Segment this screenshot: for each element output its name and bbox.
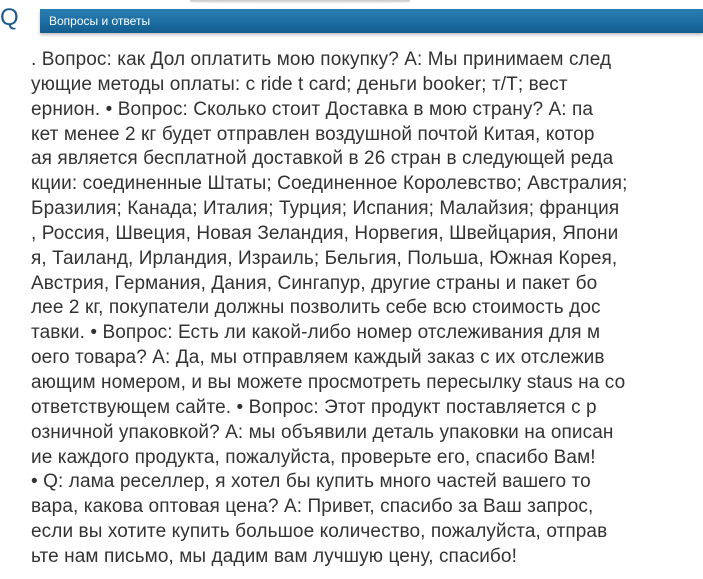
q-icon: Q — [0, 4, 19, 31]
faq-text-line: ие каждого продукта, пожалуйста, проверьте его, спасибо Вам! — [31, 446, 596, 468]
faq-text-line: ающим номером, и вы можете просмотреть пересылку staus на со — [31, 371, 626, 393]
section-title: Вопросы и ответы — [49, 14, 151, 28]
faq-text-line: , Россия, Швеция, Новая Зеландия, Норвегия, Швейцария, Япони — [31, 222, 619, 244]
faq-text-line: • Q: лама реселлер, я хотел бы купить много частей вашего то — [31, 471, 591, 493]
section-header-bar — [40, 9, 703, 33]
top-decorative-shadow — [190, 0, 410, 4]
faq-text-line: если вы хотите купить большое количество, пожалуйста, отправ — [31, 521, 608, 543]
faq-text-line: ответствующем сайте. • Вопрос: Этот продукт поставляется с р — [31, 396, 597, 418]
faq-text-line: оего товара? A: Да, мы отправляем каждый заказ с их отслежив — [31, 347, 605, 369]
faq-text-block — [31, 48, 703, 574]
faq-text-line: кет менее 2 кг будет отправлен воздушной почтой Китая, котор — [31, 123, 595, 145]
faq-text-line: ая является бесплатной доставкой в 26 стран в следующей реда — [31, 148, 614, 170]
faq-text-line: Австрия, Германия, Дания, Сингапур, другие страны и пакет бо — [31, 272, 598, 294]
faq-text-line: тавки. • Вопрос: Есть ли какой-либо номер отслеживания для м — [31, 322, 601, 344]
faq-text-line: Бразилия; Канада; Италия; Турция; Испания; Малайзия; франция — [31, 198, 620, 220]
faq-text-line: . Вопрос: как Дол оплатить мою покупку? A: Мы принимаем след — [31, 49, 612, 70]
faq-text-line: лее 2 кг, покупатели должны позволить себе всю стоимость дос — [31, 297, 601, 319]
faq-text-line: вара, какова оптовая цена? A: Привет, спасибо за Ваш запрос, — [31, 496, 594, 518]
faq-text-line: ьте нам письмо, мы дадим вам лучшую цену, спасибо! — [31, 545, 517, 567]
faq-text-line: ернион. • Вопрос: Сколько стоит Доставка в мою страну? A: па — [31, 98, 594, 120]
faq-text-line: я, Таиланд, Ирландия, Израиль; Бельгия, Польша, Южная Корея, — [31, 247, 618, 269]
faq-text-line: ующие методы оплаты: с ride t card; деньги booker; т/Т; вест — [31, 73, 568, 95]
faq-text-line: озничной упаковкой? A: мы объявили деталь упаковки на описан — [31, 421, 614, 443]
faq-text-line: кции: соединенные Штаты; Соединенное Королевство; Австралия; — [31, 173, 628, 195]
